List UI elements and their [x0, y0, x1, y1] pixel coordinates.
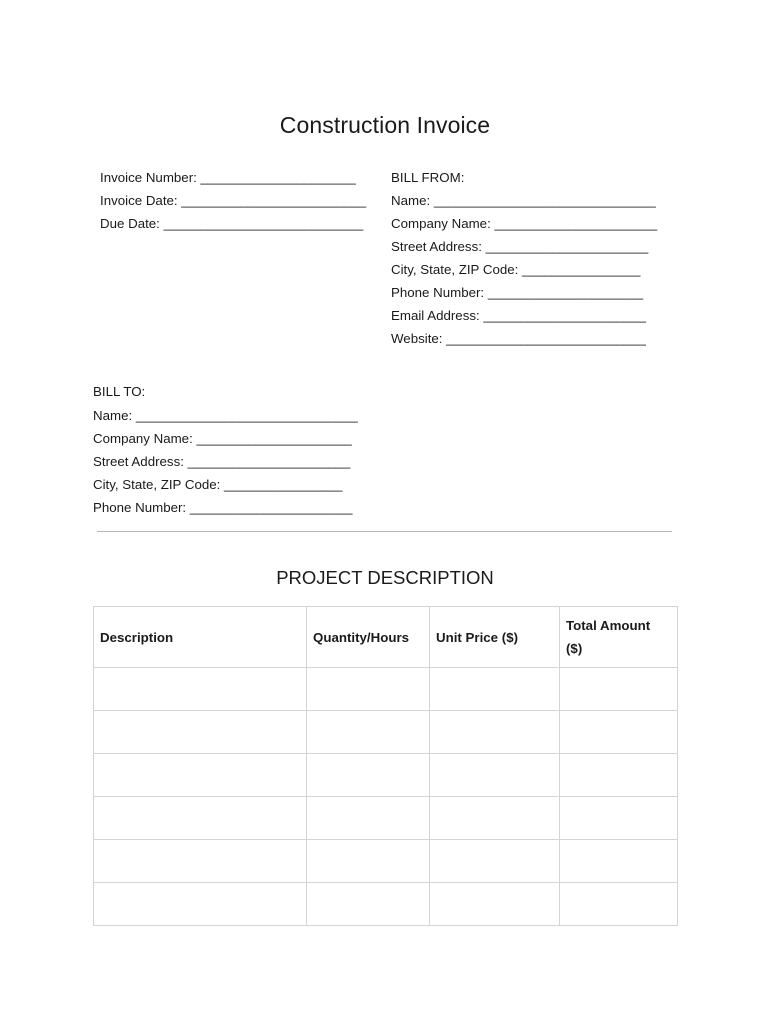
bill-from-phone-field[interactable]: Phone Number: _____________________ [391, 285, 644, 300]
table-row [94, 840, 678, 883]
project-description-heading: PROJECT DESCRIPTION [276, 567, 494, 588]
table-cell[interactable] [560, 883, 678, 926]
table-cell[interactable] [307, 840, 430, 883]
invoice-date-field[interactable]: Invoice Date: _________________________ [100, 193, 367, 208]
table-cell[interactable] [94, 840, 307, 883]
bill-from-street-field[interactable]: Street Address: ______________________ [391, 239, 649, 254]
bill-to-city-field[interactable]: City, State, ZIP Code: ________________ [93, 477, 343, 492]
table-cell[interactable] [560, 711, 678, 754]
bill-from-email-field[interactable]: Email Address: ______________________ [391, 308, 647, 323]
table-cell[interactable] [560, 754, 678, 797]
table-cell[interactable] [94, 883, 307, 926]
total-header-line1: Total Amount [566, 618, 651, 633]
document-title: Construction Invoice [279, 112, 491, 138]
line-items-table [93, 606, 678, 926]
table-row [94, 883, 678, 926]
section-divider [97, 531, 672, 532]
table-cell[interactable] [307, 797, 430, 840]
table-cell[interactable] [307, 668, 430, 711]
bill-to-street-field[interactable]: Street Address: ______________________ [93, 454, 351, 469]
table-cell[interactable] [94, 754, 307, 797]
table-cell[interactable] [430, 711, 560, 754]
table-cell[interactable] [430, 797, 560, 840]
table-cell[interactable] [430, 754, 560, 797]
bill-to-name-field[interactable]: Name: ______________________________ [93, 408, 358, 423]
invoice-number-field[interactable]: Invoice Number: _____________________ [100, 170, 356, 185]
table-cell[interactable] [430, 840, 560, 883]
bill-from-company-field[interactable]: Company Name: ______________________ [391, 216, 658, 231]
table-row [94, 668, 678, 711]
bill-from-city-field[interactable]: City, State, ZIP Code: ________________ [391, 262, 641, 277]
table-cell[interactable] [430, 883, 560, 926]
table-cell[interactable] [307, 754, 430, 797]
table-cell[interactable] [94, 711, 307, 754]
table-cell[interactable] [94, 668, 307, 711]
table-row [94, 797, 678, 840]
bill-from-website-field[interactable]: Website: ___________________________ [391, 331, 646, 346]
table-cell[interactable] [430, 668, 560, 711]
table-cell[interactable] [560, 668, 678, 711]
table-row [94, 754, 678, 797]
table-cell[interactable] [94, 797, 307, 840]
total-header-line2: ($) [566, 641, 583, 656]
bill-from-name-field[interactable]: Name: ______________________________ [391, 193, 656, 208]
column-header-description: Description [94, 607, 307, 668]
table-cell[interactable] [560, 797, 678, 840]
table-cell[interactable] [560, 840, 678, 883]
bill-from-heading: BILL FROM: [391, 170, 465, 185]
table-cell[interactable] [307, 711, 430, 754]
table-row [94, 711, 678, 754]
table-header-row [94, 607, 678, 668]
bill-to-phone-field[interactable]: Phone Number: ______________________ [93, 500, 353, 515]
bill-to-company-field[interactable]: Company Name: _____________________ [93, 431, 352, 446]
column-header-quantity: Quantity/Hours [307, 607, 430, 668]
column-header-total [560, 607, 678, 668]
bill-to-heading: BILL TO: [93, 384, 146, 399]
table-cell[interactable] [307, 883, 430, 926]
due-date-field[interactable]: Due Date: ___________________________ [100, 216, 364, 231]
column-header-unit-price: Unit Price ($) [430, 607, 560, 668]
